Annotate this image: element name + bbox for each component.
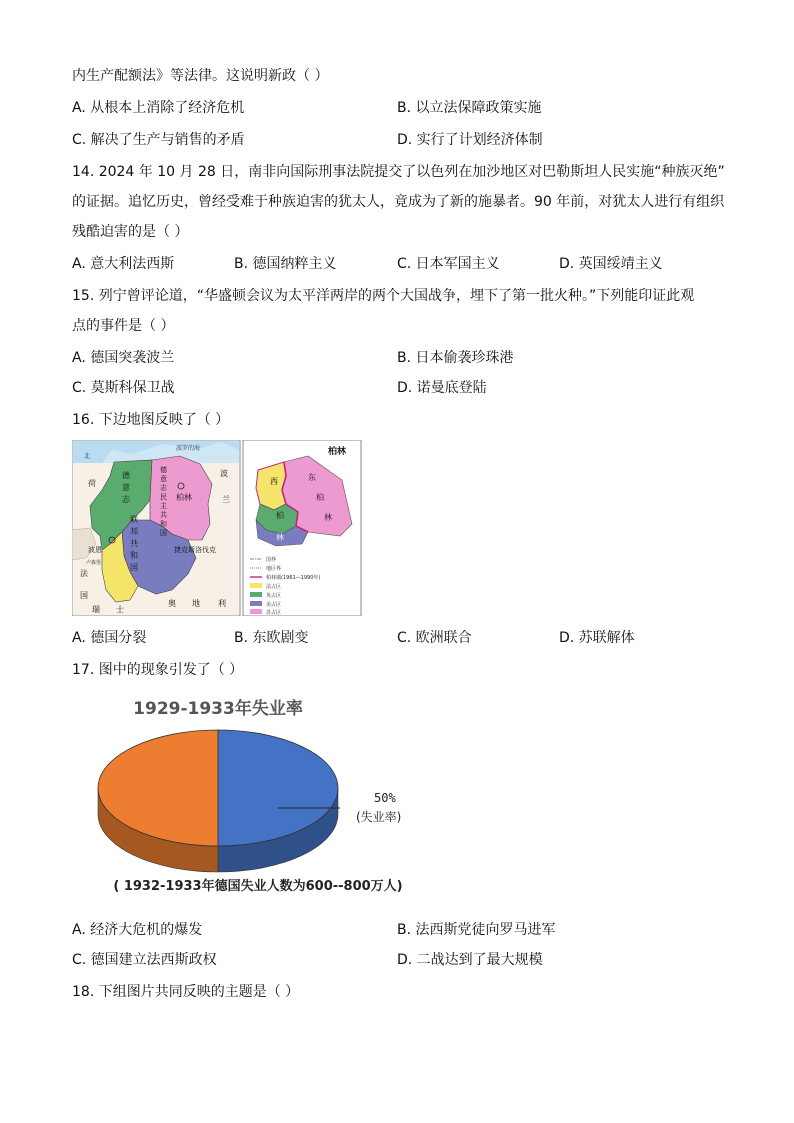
fdr-char: 国	[130, 563, 138, 572]
chart-title: 1929-1933年失业率	[133, 699, 303, 719]
berlin-label: 柏林	[176, 493, 192, 502]
poland-label-2: 兰	[222, 495, 230, 504]
gdr-char: 和	[160, 520, 167, 528]
q13-option-a[interactable]: A. 从根本上消除了经济危机	[72, 100, 245, 116]
chart-caption: ( 1932-1933年德国失业人数为600--800万人)	[113, 879, 403, 894]
q17-option-c[interactable]: C. 德国建立法西斯政权	[72, 952, 217, 968]
legend-label: 苏占区	[266, 610, 282, 616]
legend-label: 英占区	[266, 593, 282, 599]
q16-option-a[interactable]: A. 德国分裂	[72, 630, 147, 646]
legend-swatch-french	[250, 583, 262, 588]
bonn-label: 波恩	[88, 546, 102, 554]
q15-option-a[interactable]: A. 德国突袭波兰	[72, 350, 175, 366]
q13-option-d[interactable]: D. 实行了计划经济体制	[397, 132, 543, 148]
fdr-char: 共	[130, 539, 138, 548]
q16-stem: 16. 下边地图反映了（ ）	[72, 412, 230, 428]
austria-label-3: 利	[218, 599, 226, 608]
france-label-2: 国	[80, 591, 88, 600]
gdr-char: 意	[160, 475, 167, 483]
annotation-label: (失业率)	[356, 810, 402, 824]
gdr-char: 德	[160, 466, 167, 474]
fdr-char: 邦	[130, 527, 138, 536]
inset-french-sector	[256, 462, 286, 510]
q17-option-d[interactable]: D. 二战达到了最大规模	[397, 952, 543, 968]
inset-title: 柏林	[328, 447, 347, 457]
poland-label-1: 波	[220, 469, 228, 478]
q14-option-c[interactable]: C. 日本军国主义	[397, 256, 500, 272]
gdr-char: 志	[160, 484, 167, 492]
q15-option-b[interactable]: B. 日本偷袭珍珠港	[397, 350, 514, 366]
legend-label: 法占区	[266, 584, 282, 590]
east-berlin-char: 柏	[316, 493, 324, 502]
q15-stem-line1: 15. 列宁曾评论道，“华盛顿会议为太平洋两岸的两个大国战争，埋下了第一批火种。”下列能印证此观	[72, 288, 695, 304]
q15-stem-line2: 点的事件是（ ）	[72, 318, 175, 334]
west-berlin-char: 西	[270, 477, 278, 486]
fdr-char: 和	[130, 551, 138, 560]
north-label: 北	[84, 453, 91, 460]
legend-label: 地区界	[266, 566, 282, 572]
east-berlin-char: 东	[308, 473, 316, 482]
gdr-char: 主	[160, 502, 167, 510]
austria-label-2: 地	[192, 599, 200, 608]
q13-stem-end: 内生产配额法》等法律。这说明新政（ ）	[72, 68, 329, 84]
q16-option-d[interactable]: D. 苏联解体	[559, 630, 635, 646]
q14-option-b[interactable]: B. 德国纳粹主义	[234, 256, 337, 272]
fdr-char: 德	[122, 471, 130, 480]
fdr-char: 联	[130, 515, 138, 524]
west-berlin-char: 林	[276, 533, 284, 542]
netherlands-label: 荷	[88, 479, 96, 488]
swiss-label-2: 士	[116, 605, 124, 614]
q16-option-b[interactable]: B. 东欧剧变	[234, 630, 309, 646]
q17-option-b[interactable]: B. 法西斯党徒向罗马进军	[397, 922, 556, 938]
czech-label: 捷克斯洛伐克	[174, 546, 216, 554]
sea-label: 波罗的海	[176, 445, 201, 452]
france-label-1: 法	[80, 569, 88, 578]
legend-swatch-american	[250, 601, 262, 606]
q13-option-c[interactable]: C. 解决了生产与销售的矛盾	[72, 132, 245, 148]
q14-stem-line3: 残酷迫害的是（ ）	[72, 224, 189, 240]
legend-label: 柏林墙(1961—1990年)	[266, 575, 321, 581]
q14-option-d[interactable]: D. 英国绥靖主义	[559, 256, 663, 272]
q13-option-b[interactable]: B. 以立法保障政策实施	[397, 100, 542, 116]
swiss-label-1: 瑞	[92, 605, 100, 614]
gdr-char: 民	[160, 493, 167, 501]
legend-swatch-soviet	[250, 609, 262, 614]
legend-label: 美占区	[266, 602, 282, 608]
q15-option-d[interactable]: D. 诺曼底登陆	[397, 380, 487, 396]
q17-stem: 17. 图中的现象引发了（ ）	[72, 662, 244, 678]
q15-option-c[interactable]: C. 莫斯科保卫战	[72, 380, 175, 396]
fdr-char: 意	[122, 483, 130, 492]
legend-label: 国界	[266, 557, 277, 563]
q16-option-c[interactable]: C. 欧洲联合	[397, 630, 472, 646]
luxembourg-label: 卢森堡	[86, 560, 102, 566]
q14-stem-line1: 14. 2024 年 10 月 28 日，南非向国际刑事法院提交了以色列在加沙地区对巴勒斯坦人民实施“种族灭绝”	[72, 164, 725, 180]
q17-option-a[interactable]: A. 经济大危机的爆发	[72, 922, 203, 938]
gdr-char: 国	[160, 529, 167, 537]
germany-division-map	[72, 440, 362, 616]
legend-swatch-british	[250, 592, 262, 597]
east-berlin-char: 林	[324, 513, 332, 522]
q14-stem-line2: 的证据。追忆历史，曾经受难于种族迫害的犹太人，竟成为了新的施暴者。90 年前，对犹太人进行有组织	[72, 194, 725, 210]
austria-label-1: 奥	[168, 599, 176, 608]
gdr-char: 共	[160, 511, 167, 519]
unemployment-pie-chart	[72, 690, 432, 905]
q14-option-a[interactable]: A. 意大利法西斯	[72, 256, 175, 272]
annotation-value: 50%	[374, 791, 396, 805]
fdr-char: 志	[122, 495, 130, 504]
q18-stem: 18. 下组图片共同反映的主题是（ ）	[72, 984, 300, 1000]
west-berlin-char: 柏	[276, 511, 284, 520]
